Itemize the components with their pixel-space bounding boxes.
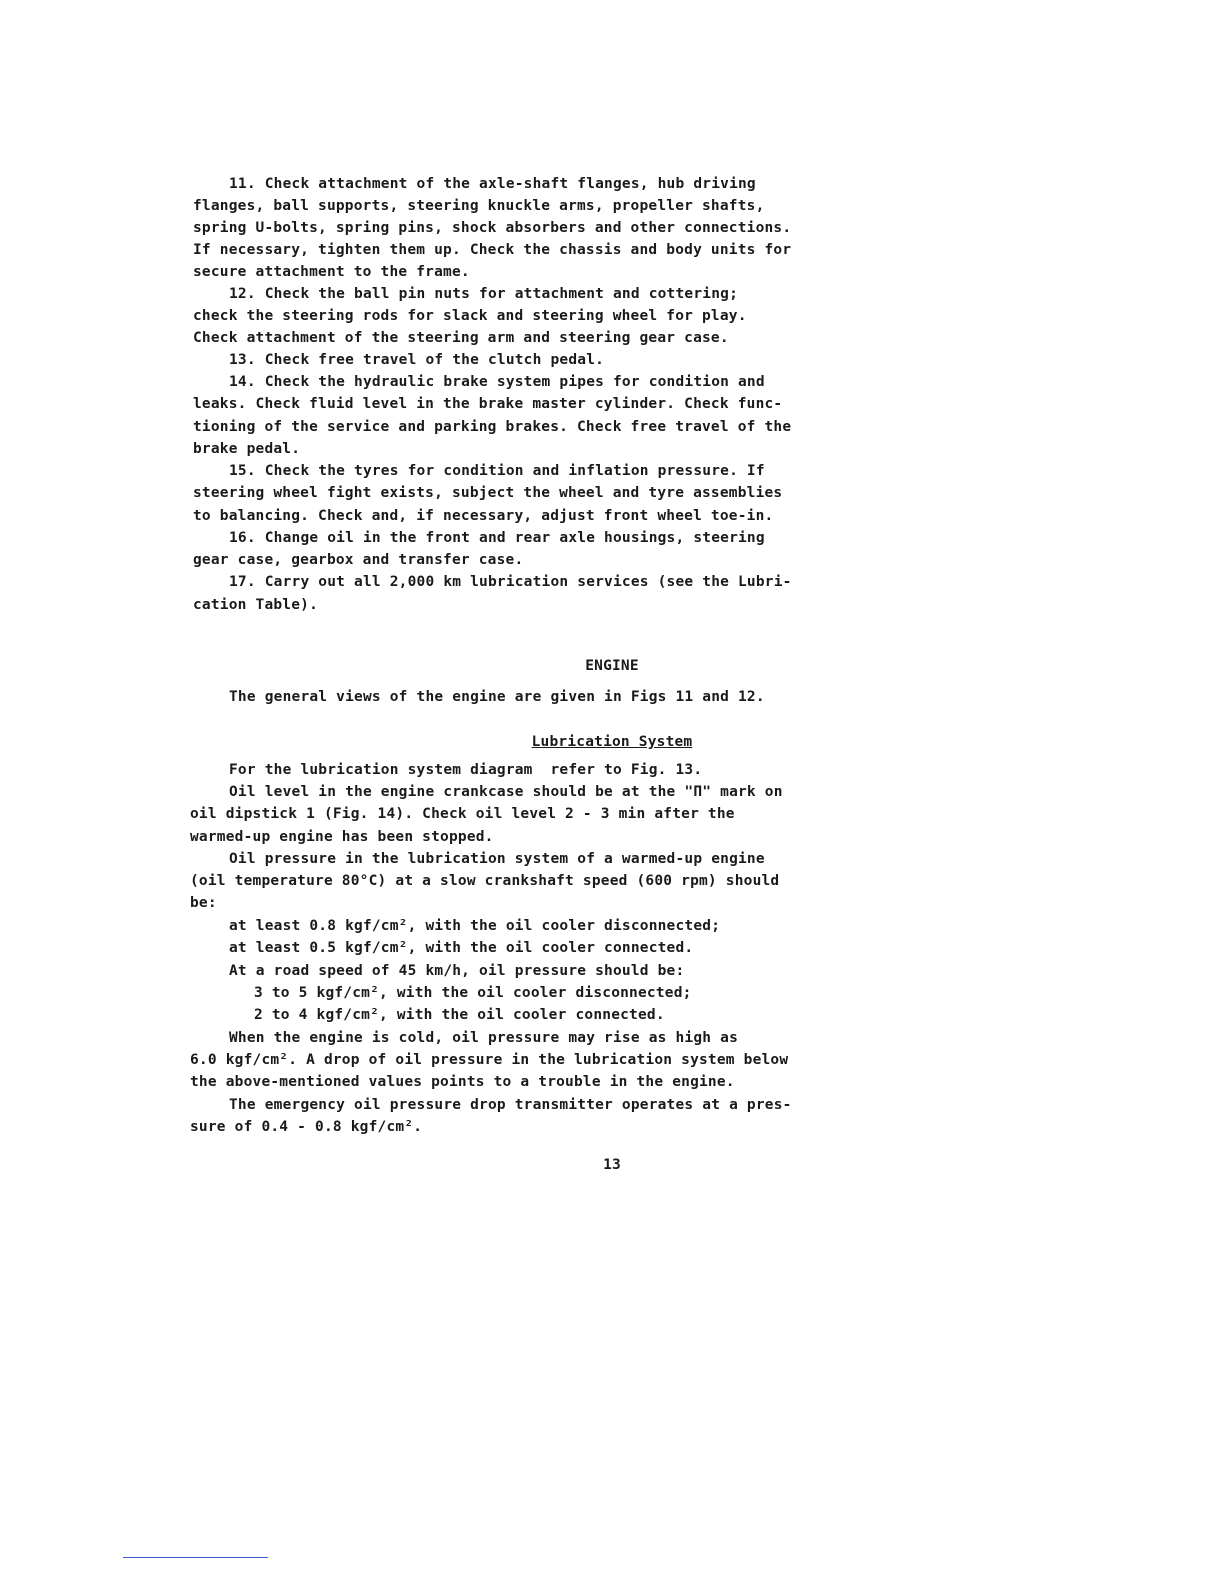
text-line: If necessary, tighten them up. Check the chassis and body units for — [193, 242, 792, 258]
text-line: steering wheel fight exists, subject the wheel and tyre assemblies — [193, 485, 783, 501]
text-line: When the engine is cold, oil pressure may rise as high as — [229, 1030, 738, 1046]
text-line: at least 0.5 kgf/cm², with the oil cooler connected. — [229, 940, 694, 956]
section-heading-lubrication: Lubrication System — [531, 734, 693, 750]
text-line: Oil level in the engine crankcase should be at the "П" mark on — [229, 784, 783, 800]
text-line: at least 0.8 kgf/cm², with the oil cooler disconnected; — [229, 918, 721, 934]
text-line: leaks. Check fluid level in the brake master cylinder. Check func- — [193, 396, 783, 412]
text-line: 12. Check the ball pin nuts for attachment and cottering; — [229, 286, 738, 302]
text-line: sure of 0.4 - 0.8 kgf/cm². — [190, 1119, 423, 1135]
text-line: gear case, gearbox and transfer case. — [193, 552, 524, 568]
text-line: cation Table). — [193, 597, 319, 613]
text-line: For the lubrication system diagram refer to Fig. 13. — [229, 762, 703, 778]
text-line: 11. Check attachment of the axle-shaft flanges, hub driving — [229, 176, 756, 192]
footer-rule — [123, 1557, 268, 1558]
section-heading-engine: ENGINE — [585, 658, 639, 674]
text-line: brake pedal. — [193, 441, 301, 457]
text-line: check the steering rods for slack and steering wheel for play. — [193, 308, 747, 324]
text-line: the above-mentioned values points to a trouble in the engine. — [190, 1074, 735, 1090]
text-line: 13. Check free travel of the clutch pedal. — [229, 352, 605, 368]
text-line: 15. Check the tyres for condition and inflation pressure. If — [229, 463, 765, 479]
text-line: The emergency oil pressure drop transmitter operates at a pres- — [229, 1097, 792, 1113]
engine-intro-text: The general views of the engine are given in Figs 11 and 12. — [229, 689, 765, 705]
text-line: Oil pressure in the lubrication system of a warmed-up engine — [229, 851, 765, 867]
text-line: (oil temperature 80°C) at a slow crankshaft speed (600 rpm) should — [190, 873, 780, 889]
text-line: 17. Carry out all 2,000 km lubrication services (see the Lubri- — [229, 574, 792, 590]
text-line: be: — [190, 895, 217, 911]
text-line: 6.0 kgf/cm². A drop of oil pressure in the lubrication system below — [190, 1052, 789, 1068]
text-line: to balancing. Check and, if necessary, adjust front wheel toe-in. — [193, 508, 774, 524]
text-line: 3 to 5 kgf/cm², with the oil cooler disconnected; — [254, 985, 692, 1001]
text-line: 2 to 4 kgf/cm², with the oil cooler connected. — [254, 1007, 665, 1023]
text-line: warmed-up engine has been stopped. — [190, 829, 494, 845]
text-line: 14. Check the hydraulic brake system pipes for condition and — [229, 374, 765, 390]
text-line: oil dipstick 1 (Fig. 14). Check oil level 2 - 3 min after the — [190, 806, 735, 822]
page-number: 13 — [603, 1157, 621, 1173]
text-line: 16. Change oil in the front and rear axle housings, steering — [229, 530, 765, 546]
text-line: spring U-bolts, spring pins, shock absorbers and other connections. — [193, 220, 792, 236]
text-line: Check attachment of the steering arm and steering gear case. — [193, 330, 729, 346]
text-line: At a road speed of 45 km/h, oil pressure should be: — [229, 963, 685, 979]
text-line: flanges, ball supports, steering knuckle arms, propeller shafts, — [193, 198, 765, 214]
text-line: secure attachment to the frame. — [193, 264, 470, 280]
text-line: tioning of the service and parking brakes. Check free travel of the — [193, 419, 792, 435]
